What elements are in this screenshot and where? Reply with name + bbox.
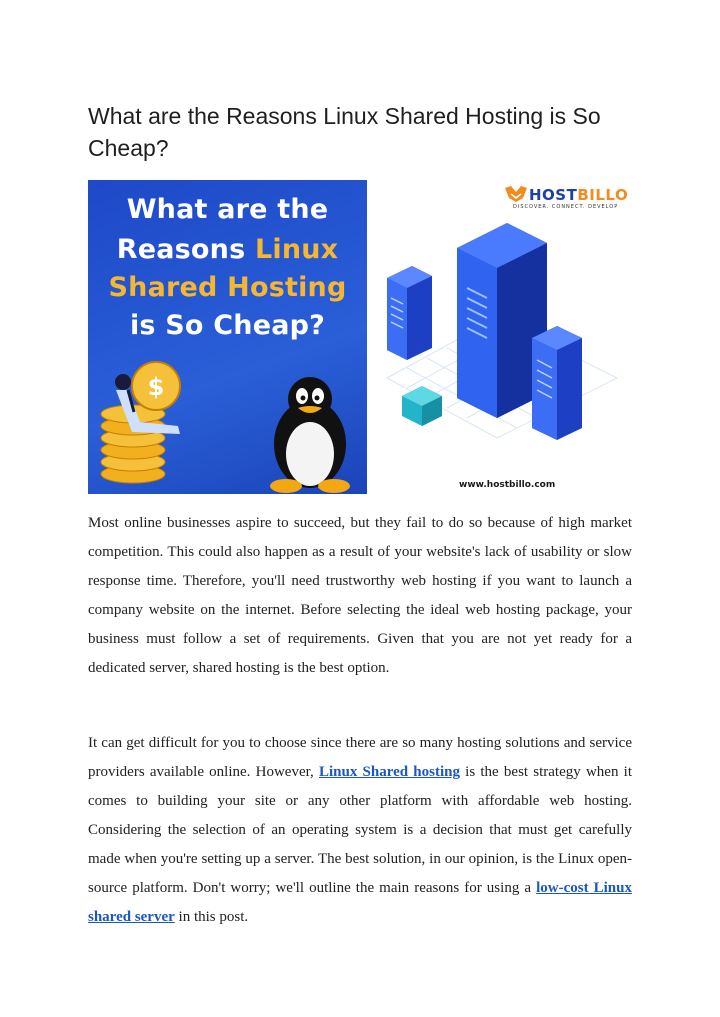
banner-image <box>88 180 632 494</box>
hostbillo-logo-icon <box>503 184 529 204</box>
low-cost-linux-server-link[interactable]: low-cost Linux shared server <box>88 880 632 925</box>
small-server-right-icon <box>532 326 582 440</box>
banner-left-panel <box>88 180 367 494</box>
server-illustration <box>367 218 632 478</box>
linux-shared-hosting-link[interactable]: Linux Shared hosting <box>318 764 460 780</box>
hostbillo-logo-text <box>529 186 628 204</box>
logo-billo-text: BILLO <box>577 186 629 204</box>
paragraph-2-text-c: in this post. <box>174 909 249 925</box>
logo-host-text: HOST <box>529 186 578 204</box>
banner-right-panel <box>367 180 632 494</box>
paragraph-2 <box>88 729 632 932</box>
banner-illustration-left <box>88 344 367 494</box>
banner-headline-1: What are the <box>126 194 329 225</box>
paragraph-2-text-a: It can get difficult for you to choose since there are so many hosting solutions and service providers available online. However, <box>88 735 632 780</box>
tux-penguin-icon <box>270 377 350 493</box>
paragraph-1: Most online businesses aspire to succeed, but they fail to do so because of high market competition. This could also happen as a result of your website's lack of usability or slow response time. Therefore, you'll need trustworthy web hosting if you want to launch a company website on the internet. Before selecting the ideal web hosting package, your business must follow a set of requirements. Given that you are not yet ready for a dedicated server, shared hosting is the best option. <box>88 515 632 676</box>
paragraph-2-text-b: is the best strategy when it comes to building your site or any other platform with affordable web hosting. Considering the selection of an operating system is a decision that must get carefully made when you're setting up a server. The best solution, in our opinion, is the Linux open-source platform. Don't worry; we'll outline the main reasons for using a <box>88 764 632 896</box>
site-url: www.hostbillo.com <box>459 480 556 490</box>
logo-tagline: DISCOVER. CONNECT. DEVELOP <box>513 204 619 210</box>
small-server-left-icon <box>387 266 432 360</box>
banner-headline-2 <box>88 234 367 265</box>
banner-headline-4: is So Cheap? <box>129 310 326 341</box>
cube-icon <box>402 386 442 426</box>
dollar-coin-icon <box>132 362 180 410</box>
banner-headline-3: Shared Hosting <box>108 272 347 303</box>
banner-headline-2-highlight: Linux <box>254 234 339 265</box>
document-title: What are the Reasons Linux Shared Hosting is So Cheap? <box>88 103 601 161</box>
svg-text:$: $ <box>147 373 165 401</box>
banner-headline-2-text: Reasons <box>116 234 255 265</box>
